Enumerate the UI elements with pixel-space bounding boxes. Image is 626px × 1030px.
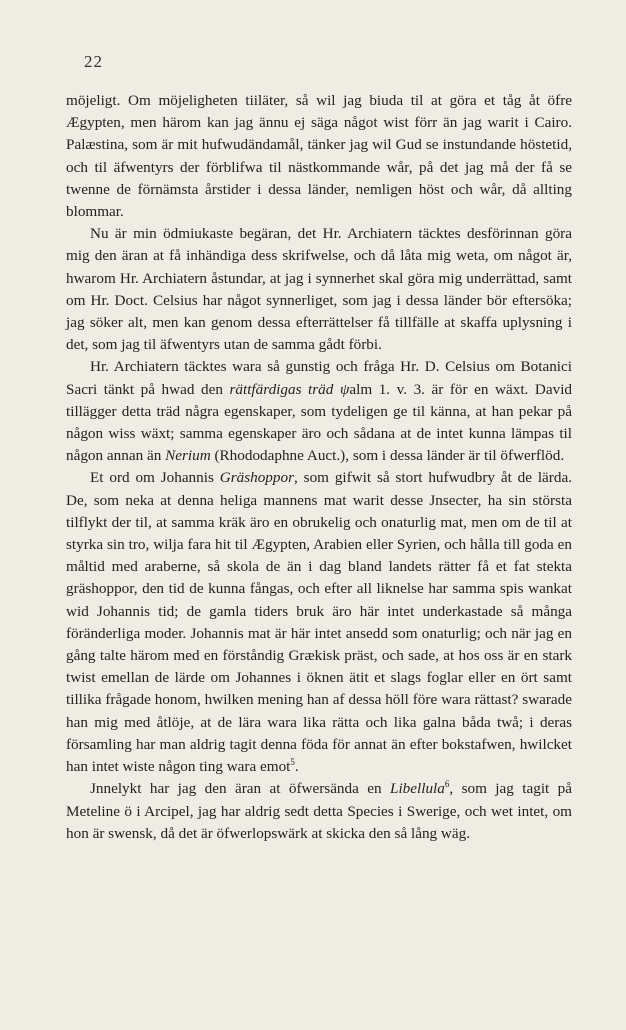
text-run: Nu är min ödmiukaste begäran, det Hr. Archiatern täcktes desförinnan göra mig den äran at få inhändiga dess skrifwelse, och då låta mig weta, om något är, hwarom Hr. Archiatern åstundar, at jag i synnerhet skal göra mig underrättad, samt om Hr. Doct. Celsius har något synnerliget, som jag i dessa länder bör eftersöka; jag söker alt, men kan genom dessa efterrättelser få tillfälle at skaffa uplysning i det, som jag til äfwentyrs utan de samma gådt förbi. — [66, 225, 572, 354]
italic-text: Gräshoppor — [219, 469, 294, 487]
text-run: möjeligt. Om möjeligheten tiiläter, så wil jag biuda til at göra et tåg åt öfre Ægypten, men härom kan jag ännu ej säga något wist förr än jag warit i Cairo. Palæstina, som är mit hufwudändamål, tänker jag wil Gud se instundande höstetid, och til äfwentyrs der förblifwa til nästkommande wår, på det jag må der få se twenne de förnämsta årstider i dessa länder, nemligen höst och wår, då allting blommar. — [66, 92, 572, 221]
footnote-marker: 6 — [444, 779, 450, 790]
italic-text: Nerium — [165, 447, 211, 465]
text-run: , som gifwit så stort hufwudbry åt de lärda. De, som neka at denna heliga mannens mat warit desse Jnsecter, ha sin största tilflykt der til, at samma kräk äro en obrukelig och onaturlig mat, men om de til at styrka sin tro, wilja fara hit til Ægypten, Arabien eller Syrien, och hålla till goda en måltid med araberne, så skola de än i dag bland landets rätter få et fat stekta gräshoppor, den tid de kunna fångas, och efter all liknelse har samma spis wankat wid Johannis tid; de gamla tiders bruk äro här intet underkastade så många föränderliga moder. Johannis mat är här intet ansedd som onaturlig; och när jag en gång talte härom med en förståndig Grækisk präst, och sade, at hos oss är en stark twist emellan de lärde om Johannes i öknen ätit et slags foglar eller en ört samt tillika frågade honom, hwilken mening han af dessa höll före wara rättast? swarade han mig med åtlöje, at de lära wara lika rätta och lika galna båda twå; i deras församling har man aldrig tagit denna föda för annat än efter bokstafwen, hwilcket han intet wiste någon ting wara emot — [66, 469, 572, 776]
paragraph — [66, 90, 572, 223]
paragraph — [66, 778, 572, 845]
italic-text: Libellula — [390, 780, 445, 798]
paragraph — [66, 356, 572, 467]
italic-text: ψ — [339, 380, 350, 398]
text-run: , som jag tagit på Meteline ö i Arcipel, jag har aldrig sedt detta Species i Swerige, och wet intet, om hon är swensk, då det är öfwerlopswärk at skicka den så lång wäg. — [66, 780, 572, 842]
page-number: 22 — [84, 52, 103, 71]
text-run: alm 1. v. 3. är för en wäxt. David tillägger detta träd några egenskaper, som tydeligen ge til känna, at han pekar på någon wiss wäxt; samma egenskaper äro och sådana at de intet kunna lämpas til någon annan än — [66, 380, 573, 465]
text-run: (Rhododaphne Auct.), som i dessa länder är til öfwerflöd. — [210, 447, 565, 465]
italic-text: rättfärdigas träd — [229, 380, 334, 398]
paragraph — [66, 223, 572, 356]
text-run: . — [294, 758, 299, 776]
footnote-marker: 5 — [290, 757, 295, 768]
paragraph — [66, 467, 572, 778]
text-run: Jnnelykt har jag den äran at öfwersända en — [90, 780, 391, 798]
body-text — [66, 90, 572, 845]
text-run: Et ord om Johannis — [90, 469, 220, 487]
text-run: Hr. Archiatern täcktes wara så gunstig och fråga Hr. D. Celsius om Botanici Sacri tänkt på hwad den — [66, 358, 572, 398]
